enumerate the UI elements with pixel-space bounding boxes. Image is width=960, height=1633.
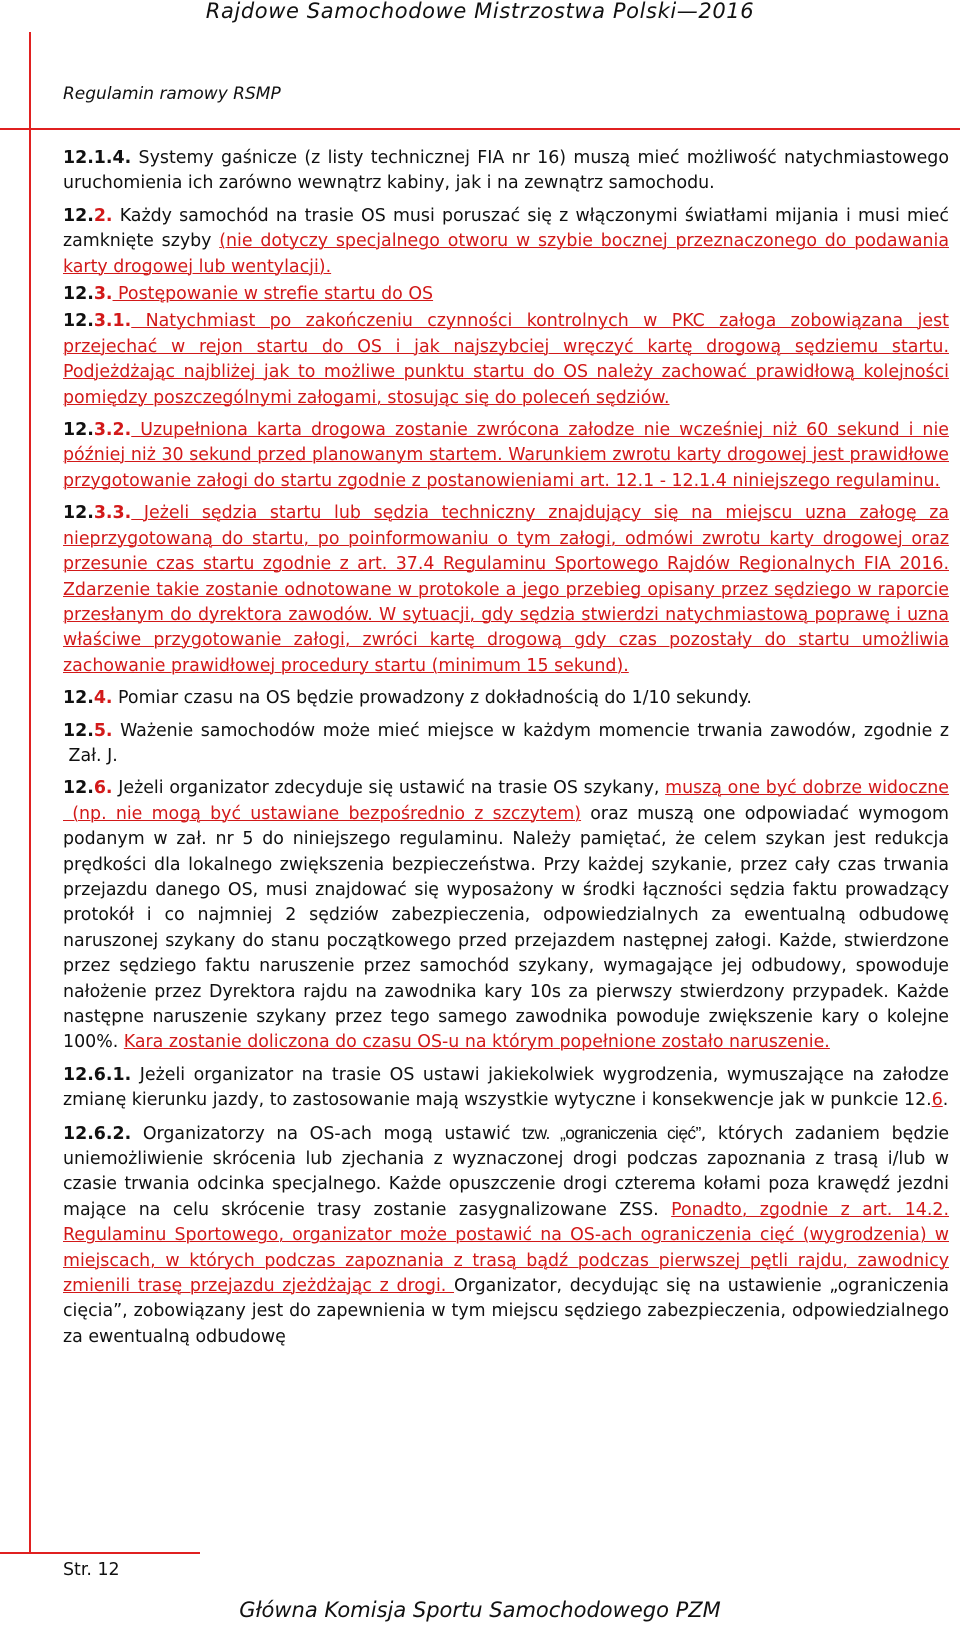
paragraph-12-6-2	[63, 1121, 949, 1351]
revised-text: muszą one być dobrze widoczne (np. nie mogą być ustawiane bezpośrednio z szczytem)	[63, 778, 949, 824]
section-number-revised: 3.2.	[93, 420, 132, 441]
quoted-term: tzw. „ograniczenia cięć”	[522, 1122, 701, 1143]
margin-rule-vertical	[29, 32, 31, 1552]
paragraph-12-1-4	[63, 146, 949, 197]
paragraph-12-3-3	[63, 501, 949, 679]
page-number: Str. 12	[63, 1560, 120, 1580]
body-text: Jeżeli organizator zdecyduje się ustawić na trasie OS szykany,	[112, 778, 666, 799]
body-text: Jeżeli organizator na trasie OS ustawi jakiekolwiek wygrodzenia, wymuszające na załodze zmianę kierunku jazdy, to zastosowanie mają wszystkie wytyczne i konsekwencje jak w punkcie 12.	[63, 1064, 949, 1111]
footer-rule	[0, 1552, 200, 1554]
section-number: 12.	[63, 688, 94, 709]
section-number: 12.	[63, 503, 94, 524]
section-number-revised: 3.3.	[93, 503, 132, 524]
section-number: 12.	[63, 420, 94, 441]
body-text: Organizatorzy na OS-ach mogą ustawić	[131, 1123, 523, 1144]
section-number: 12.6.1.	[63, 1064, 132, 1085]
section-number-revised: 4.	[93, 688, 113, 709]
revised-text: Ponadto, zgodnie z art. 14.2. Regulaminu Sportowego, organizator może postawić na OS-ach ograniczenia cięć (wygrodzenia) w miejscach, w których podczas zapoznania z trasą bądź podczas pierwszej pętli rajdu, zawodnicy zmienili trasę przejazdu zjeżdżając z drogi.	[63, 1199, 949, 1297]
section-number: 12.1.4.	[63, 148, 132, 168]
revised-text: Postępowanie w strefie startu do OS	[112, 284, 434, 305]
paragraph-12-6	[63, 776, 949, 1055]
paragraph-12-3-2	[63, 418, 949, 494]
body-text: Każdy samochód na trasie OS musi poruszać się z włączonymi światłami mijania i musi mieć zamknięte szyby	[63, 205, 949, 252]
section-number: 12.	[63, 311, 94, 332]
section-number-revised: 2.	[93, 205, 113, 226]
revised-text: Jeżeli sędzia startu lub sędzia techniczny znajdujący się na miejscu uzna załogę za nieprzygotowaną do startu, po poinformowaniu o tym załogi, odmówi zwrotu karty drogowej oraz przesunie czas startu zgodnie z art. 37.4 Regulaminu Sportowego Rajdów Regionalnych FIA 2016. Zdarzenie takie zostanie odnotowane w protokole a jego przebieg opisany przez sędziego w raporcie przesłanym do dyrektora zawodów. W sytuacji, gdy sędzia stwierdzi natychmiastową poprawę i uzna właściwe przygotowanie załogi, zwróci kartę drogową gdy czas pozostały do startu umożliwia zachowanie prawidłowej procedury startu (minimum 15 sekund).	[63, 503, 949, 676]
body-text: , których zadaniem będzie uniemożliwienie skrócenia lub zjechania z wyznaczonej drogi podczas zapoznania z trasą i/lub w czasie trwania odcinka specjalnego. Każde opuszczenie drogi czterema kołami poza krawędź jezdni mające na celu skrócenie trasy zostanie zasygnalizowane ZSS.	[63, 1123, 950, 1220]
document-subtitle: Regulamin ramowy RSMP	[63, 84, 281, 104]
section-number: 12.	[63, 778, 94, 799]
section-number: 12.	[63, 284, 94, 305]
section-number: 12.	[63, 205, 94, 226]
paragraph-12-2	[63, 204, 949, 280]
body-text: Organizator, decydując się na ustawienie „ograniczenia cięcia”, zobowiązany jest do zapewnienia w tym miejscu sędziego zabezpieczenia, odpowiedzialnego za ewentualną odbudowę	[63, 1276, 949, 1347]
paragraph-12-6-1	[63, 1063, 949, 1114]
section-number-revised: 3.1.	[93, 311, 132, 332]
revised-text: Uzupełniona karta drogowa zostanie zwrócona załodze nie wcześniej niż 60 sekund i nie później niż 30 sekund przed planowanym startem. Warunkiem zwrotu karty drogowej jest prawidłowe przygotowanie załogi do startu zgodnie z postanowieniami art. 12.1 - 12.1.4 niniejszego regulaminu.	[63, 420, 949, 491]
body-text: Pomiar czasu na OS będzie prowadzony z dokładnością do 1/10 sekundy.	[112, 688, 752, 709]
document-header-title: Rajdowe Samochodowe Mistrzostwa Polski—2016	[205, 0, 755, 23]
section-number-revised: 5.	[93, 720, 113, 741]
header-rule	[0, 128, 960, 130]
paragraph-12-3-1	[63, 309, 949, 411]
section-heading-12-3	[63, 282, 949, 307]
revised-text: Natychmiast po zakończeniu czynności kontrolnych w PKC załoga zobowiązana jest przejechać w rejon startu do OS i jak najszybciej wręczyć kartę drogową sędziemu startu. Podjeżdżając najbliżej jak to możliwe punktu startu do OS należy zachować prawidłową kolejności pomiędzy poszczególnymi załogami, stosując się do poleceń sędziów.	[63, 311, 949, 408]
revised-text: (nie dotyczy specjalnego otworu w szybie bocznej przeznaczonego do podawania karty drogowej lub wentylacji).	[63, 231, 949, 277]
body-text: Ważenie samochodów może mieć miejsce w każdym momencie trwania zawodów, zgodnie z Zał. J.	[63, 720, 949, 766]
section-number: 12.6.2.	[63, 1123, 132, 1144]
document-body	[63, 146, 949, 1357]
section-number-revised: 3.	[93, 284, 113, 305]
revised-text: Kara zostanie doliczona do czasu OS-u na którym popełnione zostało naruszenie.	[123, 1032, 830, 1053]
section-number: 12.	[63, 720, 94, 741]
document-footer: Główna Komisja Sportu Samochodowego PZM	[239, 1598, 721, 1622]
body-text: oraz muszą one odpowiadać wymogom podanym w zał. nr 5 do niniejszego regulaminu. Należy pamiętać, że celem szykan jest redukcja prędkości dla lokalnego zwiększenia bezpieczeństwa. Przy każdej szykanie, przez cały czas trwania przejazdu danego OS, musi znajdować się wyposażony w środki łączności sędzia faktu prowadzący protokół i co najmniej 2 sędziów zabezpieczenia, odpowiedzialnych za ewentualną odbudowę naruszonej szykany do stanu początkowego przed przejazdem następnej załogi. Każde, stwierdzone przez sędziego faktu naruszenie przez samochód szykany, wymagające jej odbudowy, spowoduje nałożenie przez Dyrektora rajdu na zawodnika kary 10s za pierwszy stwierdzony przypadek. Każde następne naruszenie szykany przez tego samego zawodnika powoduje zwiększenie kary o kolejne 100%.	[63, 803, 949, 1053]
paragraph-12-4	[63, 686, 949, 711]
body-text: Systemy gaśnicze (z listy technicznej FIA nr 16) muszą mieć możliwość natychmiastowego uruchomienia ich zarówno wewnątrz kabiny, jak i na zewnątrz samochodu.	[63, 148, 949, 194]
revised-text: 6	[931, 1090, 943, 1111]
body-text: .	[942, 1090, 949, 1111]
section-number-revised: 6.	[93, 778, 113, 799]
paragraph-12-5	[63, 719, 949, 770]
